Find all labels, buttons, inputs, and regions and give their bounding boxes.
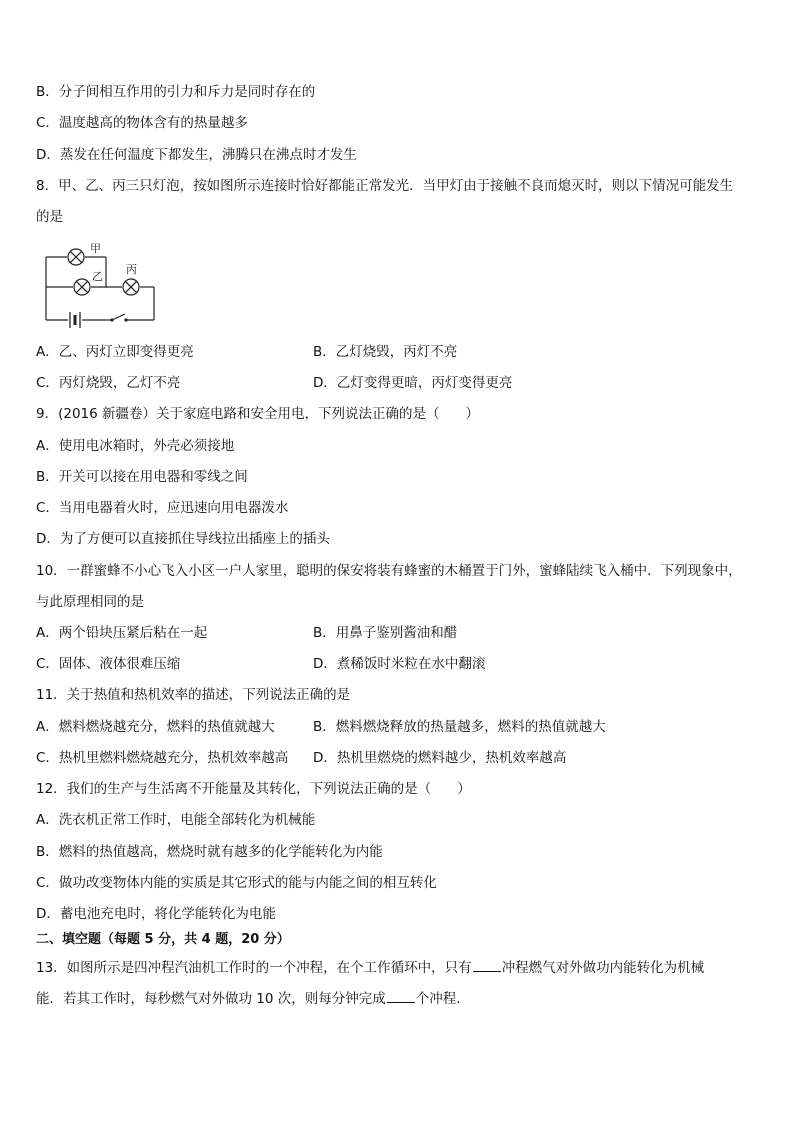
q13-line1 — [36, 957, 704, 977]
q12-option-a: A．洗衣机正常工作时，电能全部转化为机械能 — [36, 812, 316, 828]
q9-stem-end: ） — [465, 406, 480, 422]
q13-line2 — [36, 988, 470, 1008]
q8-circuit-diagram — [40, 240, 165, 332]
q11-option-b: B．燃料燃烧释放的热量越多，燃料的热值就越大 — [313, 719, 606, 735]
q8-label-jia: 甲 — [90, 242, 101, 255]
q7-option-b: B．分子间相互作用的引力和斥力是同时存在的 — [36, 84, 316, 100]
q9-option-b: B．开关可以接在用电器和零线之间 — [36, 469, 248, 485]
q12-option-b: B．燃料的热值越高，燃烧时就有越多的化学能转化为内能 — [36, 844, 383, 860]
q12-stem-text: 12．我们的生产与生活离不开能量及其转化，下列说法正确的是（ — [36, 781, 432, 797]
q10-option-a: A．两个铅块压紧后粘在一起 — [36, 625, 208, 641]
q9-option-c: C．当用电器着火时，应迅速向用电器泼水 — [36, 500, 289, 516]
q8-stem-line1: 8．甲、乙、丙三只灯泡，按如图所示连接时恰好都能正常发光．当甲灯由于接触不良而熄灭时，则以下情况可能发生 — [36, 178, 734, 194]
q12-stem — [36, 780, 471, 798]
q11-option-a: A．燃料燃烧越充分，燃料的热值就越大 — [36, 719, 275, 735]
q11-option-d: D．热机里燃烧的燃料越少，热机效率越高 — [313, 750, 567, 766]
q10-option-c: C．固体、液体很难压缩 — [36, 656, 181, 672]
q7-option-d: D．蒸发在任何温度下都发生，沸腾只在沸点时才发生 — [36, 147, 357, 163]
q8-label-bing: 丙 — [126, 263, 137, 276]
q8-option-b: B．乙灯烧毁，丙灯不亮 — [313, 344, 458, 360]
q7-option-c: C．温度越高的物体含有的热量越多 — [36, 115, 248, 131]
q9-stem — [36, 405, 479, 423]
q9-option-d: D．为了方便可以直接抓住导线拉出插座上的插头 — [36, 531, 330, 547]
q8-option-c: C．丙灯烧毁，乙灯不亮 — [36, 375, 181, 391]
q13-blank-1[interactable] — [473, 957, 501, 972]
q11-stem: 11．关于热值和热机效率的描述，下列说法正确的是 — [36, 687, 351, 703]
q8-option-d: D．乙灯变得更暗，丙灯变得更亮 — [313, 375, 513, 391]
q13-blank-2[interactable] — [387, 988, 415, 1003]
q10-stem-line1: 10．一群蜜蜂不小心飞入小区一户人家里，聪明的保安将装有蜂蜜的木桶置于门外，蜜蜂陆续飞入桶中．下列现象中， — [36, 563, 742, 579]
q10-option-b: B．用鼻子鉴别酱油和醋 — [313, 625, 458, 641]
q13-line2-a: 能．若其工作时，每秒燃气对外做功 10 次，则每分钟完成 — [36, 991, 386, 1007]
q8-option-a: A．乙、丙灯立即变得更亮 — [36, 344, 194, 360]
q10-option-d: D．煮稀饭时米粒在水中翻滚 — [313, 656, 486, 672]
q8-stem-line2: 的是 — [36, 209, 63, 225]
q12-stem-end: ） — [457, 781, 471, 797]
q12-option-d: D．蓄电池充电时，将化学能转化为电能 — [36, 906, 276, 922]
q9-stem-text: 9．(2016 新疆卷）关于家庭电路和安全用电，下列说法正确的是（ — [36, 406, 440, 422]
q9-option-a: A．使用电冰箱时，外壳必须接地 — [36, 438, 235, 454]
q8-label-yi: 乙 — [92, 270, 103, 283]
section-2-title: 二、填空题（每题 5 分，共 4 题，20 分） — [36, 932, 290, 947]
q11-option-c: C．热机里燃料燃烧越充分，热机效率越高 — [36, 750, 289, 766]
q13-line2-b: 个冲程． — [415, 991, 470, 1007]
q12-option-c: C．做功改变物体内能的实质是其它形式的能与内能之间的相互转化 — [36, 875, 437, 891]
q10-stem-line2: 与此原理相同的是 — [36, 594, 144, 610]
q13-line1-a: 13．如图所示是四冲程汽油机工作时的一个冲程，在个工作循环中，只有 — [36, 960, 472, 976]
q13-line1-b: 冲程燃气对外做功内能转化为机械 — [501, 960, 705, 976]
